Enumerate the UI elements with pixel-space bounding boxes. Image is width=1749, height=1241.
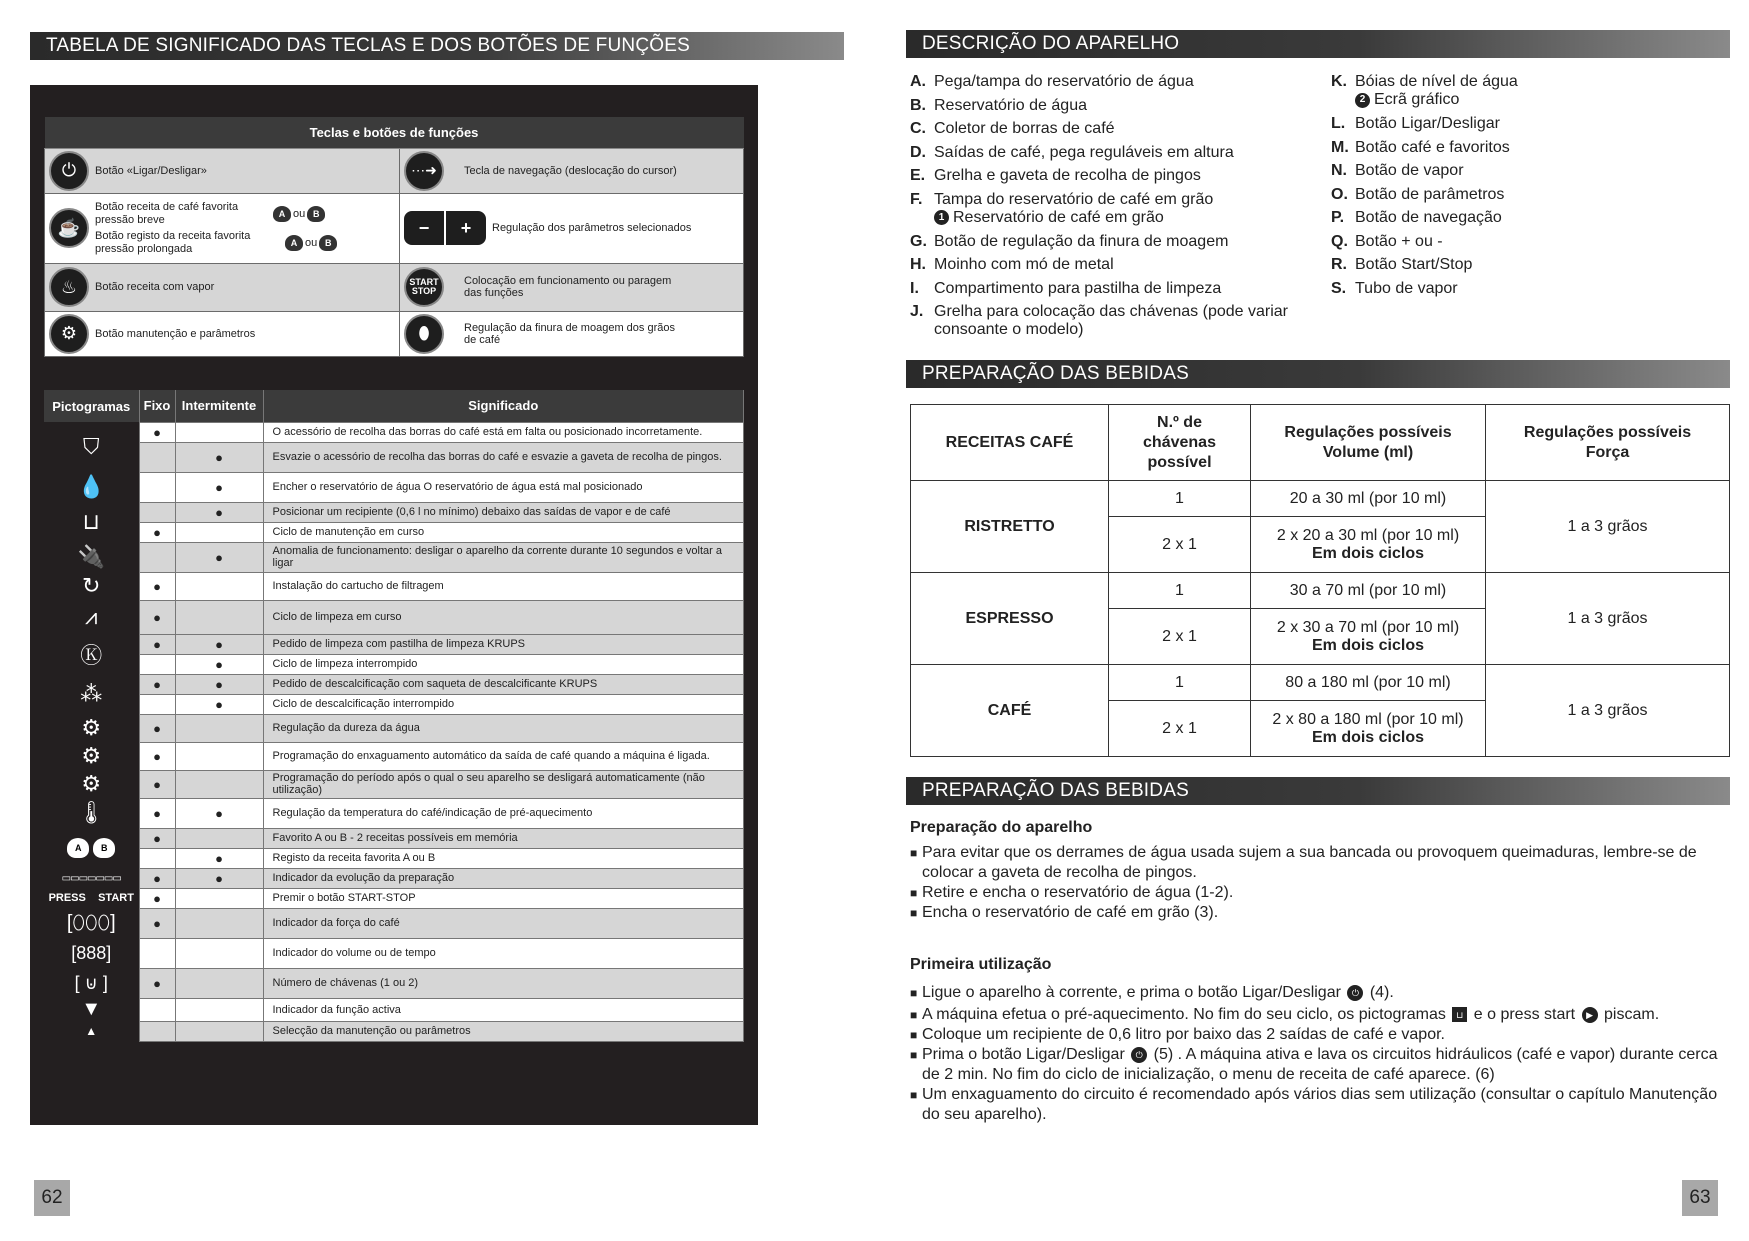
fav-short-label: Botão receita de café favorita pressão breve bbox=[95, 200, 239, 226]
description-list-col2 bbox=[1331, 70, 1721, 300]
steam-icon: ♨ bbox=[49, 267, 89, 307]
col-strength: Regulações possíveis Força bbox=[1486, 405, 1730, 481]
blink-dot: ● bbox=[175, 472, 263, 502]
list-item: O. Botão de parâmetros bbox=[1331, 185, 1505, 203]
table-row: Esvazie o acessório de recolha das borras do café e esvazie a gaveta de recolha de pingos. bbox=[263, 442, 744, 472]
blink-dot: ● bbox=[175, 694, 263, 714]
minus-plus-icon bbox=[404, 211, 486, 245]
grind-key-label: Regulação da finura de moagem dos grãos de café bbox=[464, 321, 675, 346]
volume-cell: 80 a 180 ml (por 10 ml) bbox=[1251, 665, 1486, 701]
fixed-dot: ● bbox=[139, 968, 175, 998]
fav-hearts-2 bbox=[283, 235, 339, 251]
list-subitem: 2 Ecrã gráfico bbox=[1331, 91, 1721, 109]
fixed-dot: ● bbox=[139, 714, 175, 742]
cups-cell: 2 x 1 bbox=[1109, 517, 1251, 573]
list-item: B. Reservatório de água bbox=[910, 96, 1087, 114]
volume-cell: 2 x 30 a 70 ml (por 10 ml) Em dois ciclos bbox=[1251, 609, 1486, 665]
blink-dot: ● bbox=[175, 848, 263, 868]
power-icon: ⏻ bbox=[49, 151, 89, 191]
table-row: Indicador do volume ou de tempo bbox=[263, 938, 744, 968]
list-item: P. Botão de navegação bbox=[1331, 209, 1502, 226]
water-hardness-gear-icon: ⚙ bbox=[44, 714, 139, 742]
col-significado: Significado bbox=[263, 390, 744, 422]
table-row: Pedido de descalcificação com saqueta de descalcificante KRUPS bbox=[263, 674, 744, 694]
strength-cell: 1 a 3 grãos bbox=[1486, 665, 1730, 757]
table-row: Registo da receita favorita A ou B bbox=[263, 848, 744, 868]
cups-cell: 1 bbox=[1109, 665, 1251, 701]
first-use-block bbox=[910, 955, 1730, 1125]
left-page bbox=[0, 0, 874, 1241]
gear-icon: ⚙ bbox=[49, 314, 89, 354]
list-item: L. Botão Ligar/Desligar bbox=[1331, 115, 1500, 132]
cups-cell: 1 bbox=[1109, 481, 1251, 517]
recipe-name: ESPRESSO bbox=[911, 573, 1109, 665]
adjust-key-label: Regulação dos parâmetros selecionados bbox=[492, 222, 692, 234]
number-1-icon: 1 bbox=[934, 210, 949, 225]
fixed-dot: ● bbox=[139, 828, 175, 848]
recipe-name: CAFÉ bbox=[911, 665, 1109, 757]
auto-off-gear-icon: ⚙ bbox=[44, 770, 139, 798]
thermometer-icon: 🌡 bbox=[44, 798, 139, 828]
or-text: ou bbox=[293, 207, 306, 220]
col-cups: N.º de chávenas possível bbox=[1109, 405, 1251, 481]
keys-section-title: TABELA DE SIGNIFICADO DAS TECLAS E DOS BOTÕES DE FUNÇÕES bbox=[30, 32, 844, 60]
strength-indicator-icon: [⬯⬯⬯] bbox=[44, 908, 139, 938]
table-row: Ciclo de limpeza interrompido bbox=[263, 654, 744, 674]
fixed-dot: ● bbox=[139, 770, 175, 798]
maint-key-label: Botão manutenção e parâmetros bbox=[95, 327, 256, 340]
progress-bar-icon: ▭▭▭▭▭▭▭ bbox=[44, 868, 139, 888]
preparation-section-title-1: PREPARAÇÃO DAS BEBIDAS bbox=[906, 360, 1730, 388]
list-item: S. Tubo de vapor bbox=[1331, 279, 1458, 297]
table-row: Ciclo de descalcificação interrompido bbox=[263, 694, 744, 714]
krups-tablet-icon: Ⓚ bbox=[44, 634, 139, 674]
table-row: Encher o reservatório de água O reservatório de água está mal posicionado bbox=[263, 472, 744, 502]
minus-icon: − bbox=[404, 211, 444, 245]
list-item: ■ Ligue o aparelho à corrente, e prima o botão Ligar/Desligar ⏻ (4). bbox=[910, 984, 1394, 1001]
list-item: I. Compartimento para pastilha de limpeza bbox=[910, 279, 1222, 297]
fixed-dot: ● bbox=[139, 634, 175, 654]
preparation-section-title-2: PREPARAÇÃO DAS BEBIDAS bbox=[906, 777, 1730, 805]
fixed-dot: ● bbox=[139, 742, 175, 770]
preparation-heading: Preparação do aparelho bbox=[910, 819, 1093, 836]
table-row: Programação do enxaguamento automático da saída de café quando a máquina é ligada. bbox=[263, 742, 744, 770]
list-item: A. Pega/tampa do reservatório de água bbox=[910, 73, 1194, 90]
description-list-col1 bbox=[910, 70, 1310, 339]
heart-a-icon: A bbox=[273, 206, 291, 222]
list-item: Q. Botão + ou - bbox=[1331, 232, 1443, 250]
blink-dot: ● bbox=[175, 442, 263, 472]
table-row: Instalação do cartucho de filtragem bbox=[263, 572, 744, 600]
list-item: D. Saídas de café, pega reguláveis em altura bbox=[910, 143, 1234, 161]
cups-cell: 2 x 1 bbox=[1109, 609, 1251, 665]
fav-hearts-1 bbox=[271, 206, 327, 222]
blink-dot: ● bbox=[175, 654, 263, 674]
rinse-gear-icon: ⚙ bbox=[44, 742, 139, 770]
refresh-icon: ↻ bbox=[44, 572, 139, 600]
list-subitem: 1 Reservatório de café em grão bbox=[910, 209, 1310, 227]
table-row: Indicador da função activa bbox=[263, 998, 744, 1021]
container-pictogram-icon: ⊔ bbox=[1452, 1007, 1467, 1022]
page-number-right: 63 bbox=[1682, 1180, 1718, 1216]
table-row: Ciclo de limpeza em curso bbox=[263, 600, 744, 634]
blink-dot: ● bbox=[175, 502, 263, 522]
list-item: ■ Retire e encha o reservatório de água (1-2). bbox=[910, 884, 1234, 901]
cleaning-icon: ⩘ bbox=[44, 600, 139, 634]
volume-indicator-icon: [888] bbox=[44, 938, 139, 968]
strength-cell: 1 a 3 grãos bbox=[1486, 481, 1730, 573]
fixed-dot: ● bbox=[139, 888, 175, 908]
table-row: Indicador da evolução da preparação bbox=[263, 868, 744, 888]
hearts-ab-icon: A B bbox=[44, 828, 139, 868]
volume-cell: 30 a 70 ml (por 10 ml) bbox=[1251, 573, 1486, 609]
list-item: ■ Um enxaguamento do circuito é recomendado após vários dias sem utilização (consultar o capítulo Manutenção do seu aparelho). bbox=[910, 1086, 1718, 1123]
table-row: Programação do período após o qual o seu aparelho se desligará automaticamente (não utilização) bbox=[263, 770, 744, 798]
pictogram-table bbox=[44, 390, 744, 1042]
coffee-cup-icon: ☕ bbox=[49, 208, 89, 248]
list-item: C. Coletor de borras de café bbox=[910, 120, 1115, 137]
col-pictogramas: Pictogramas bbox=[44, 390, 139, 422]
power-key-label: Botão «Ligar/Desligar» bbox=[95, 164, 207, 177]
list-item: M. Botão café e favoritos bbox=[1331, 138, 1510, 156]
fav-long-label: Botão registo da receita favorita pressão prolongada bbox=[95, 229, 251, 255]
triangle-down-icon: ▼ bbox=[44, 998, 139, 1021]
blink-dot: ● bbox=[175, 674, 263, 694]
table-row: Regulação da dureza da água bbox=[263, 714, 744, 742]
grounds-container-icon: ⛉ bbox=[44, 422, 139, 472]
blink-dot: ● bbox=[175, 868, 263, 888]
volume-cell: 2 x 20 a 30 ml (por 10 ml) Em dois ciclos bbox=[1251, 517, 1486, 573]
descaling-icon: ⁂ bbox=[44, 674, 139, 714]
list-item: G. Botão de regulação da finura de moagem bbox=[910, 232, 1229, 250]
blink-dot: ● bbox=[175, 798, 263, 828]
page-number-left: 62 bbox=[34, 1180, 70, 1216]
list-item: ■ Encha o reservatório de café em grão (3). bbox=[910, 904, 1219, 921]
list-item: E. Grelha e gaveta de recolha de pingos bbox=[910, 167, 1201, 184]
col-intermitente: Intermitente bbox=[175, 390, 263, 422]
list-item: R. Botão Start/Stop bbox=[1331, 256, 1473, 273]
volume-cell: 2 x 80 a 180 ml (por 10 ml) Em dois ciclos bbox=[1251, 701, 1486, 757]
blink-dot: ● bbox=[175, 542, 263, 572]
fixed-dot: ● bbox=[139, 868, 175, 888]
col-fixo: Fixo bbox=[139, 390, 175, 422]
list-item: ■ Para evitar que os derrames de água usada sujem a sua bancada ou provoquem queimaduras, lembre-se de colocar a gaveta de recolha de pingos. bbox=[910, 844, 1697, 881]
first-use-heading: Primeira utilização bbox=[910, 956, 1052, 973]
list-item: ■ Coloque um recipiente de 0,6 litro por baixo das 2 saídas de café e vapor. bbox=[910, 1026, 1445, 1043]
press-start-icon: PRESS START bbox=[44, 888, 139, 908]
list-item: ■ Prima o botão Ligar/Desligar ⏻ (5) . A máquina ativa e lava os circuitos hidráulicos (café e vapor) durante cerca de 2 min. No fim do ciclo de inicialização, o menu de receita de café aparece. (6) bbox=[910, 1046, 1718, 1083]
power-icon: ⏻ bbox=[1131, 1047, 1147, 1063]
coffee-bean-icon: ⬮ bbox=[404, 314, 444, 354]
fixed-dot: ● bbox=[139, 674, 175, 694]
fixed-dot: ● bbox=[139, 908, 175, 938]
list-item: F. Tampa do reservatório de café em grão bbox=[910, 190, 1214, 208]
startstop-key-label: Colocação em funcionamento ou paragem das funções bbox=[464, 275, 672, 299]
plug-icon: 🔌 bbox=[44, 542, 139, 572]
nav-key-label: Tecla de navegação (deslocação do cursor) bbox=[464, 164, 677, 177]
preparation-block bbox=[910, 818, 1730, 923]
container-icon: ⊔ bbox=[44, 502, 139, 542]
recipes-table bbox=[910, 404, 1730, 757]
table-row: Posicionar um recipiente (0,6 l no mínimo) debaixo das saídas de vapor e de café bbox=[263, 502, 744, 522]
table-row: Premir o botão START-STOP bbox=[263, 888, 744, 908]
keys-table bbox=[44, 117, 744, 357]
table-row: O acessório de recolha das borras do café está em falta ou posicionado incorretamente. bbox=[263, 422, 744, 442]
table-row: Favorito A ou B - 2 receitas possíveis em memória bbox=[263, 828, 744, 848]
number-2-icon: 2 bbox=[1355, 93, 1370, 108]
table-row: Selecção da manutenção ou parâmetros bbox=[263, 1021, 744, 1041]
start-stop-icon: START STOP bbox=[404, 267, 444, 307]
cups-cell: 1 bbox=[1109, 573, 1251, 609]
triangle-up-icon: ▲ bbox=[44, 1021, 139, 1041]
cups-cell: 2 x 1 bbox=[1109, 701, 1251, 757]
fixed-dot: ● bbox=[139, 572, 175, 600]
or-text: ou bbox=[305, 236, 318, 249]
list-item: ■ A máquina efetua o pré-aquecimento. No fim do seu ciclo, os pictogramas ⊔ e o press start ▶ piscam. bbox=[910, 1006, 1660, 1023]
col-recipe: RECEITAS CAFÉ bbox=[911, 405, 1109, 481]
col-volume: Regulações possíveis Volume (ml) bbox=[1251, 405, 1486, 481]
power-icon: ⏻ bbox=[1347, 985, 1363, 1001]
table-row: Número de chávenas (1 ou 2) bbox=[263, 968, 744, 998]
list-item: K. Bóias de nível de água bbox=[1331, 73, 1518, 90]
table-row: Anomalia de funcionamento: desligar o aparelho da corrente durante 10 segundos e voltar a ligar bbox=[263, 542, 744, 572]
blink-dot: ● bbox=[175, 634, 263, 654]
heart-a-icon: A bbox=[285, 235, 303, 251]
table-row: Ciclo de manutenção em curso bbox=[263, 522, 744, 542]
plus-icon: + bbox=[446, 211, 486, 245]
recipe-name: RISTRETTO bbox=[911, 481, 1109, 573]
description-section-title: DESCRIÇÃO DO APARELHO bbox=[906, 30, 1730, 58]
keys-table-header: Teclas e botões de funções bbox=[45, 117, 744, 148]
heart-b-icon: B bbox=[307, 206, 325, 222]
fixed-dot: ● bbox=[139, 422, 175, 442]
heart-b-icon: B bbox=[319, 235, 337, 251]
volume-cell: 20 a 30 ml (por 10 ml) bbox=[1251, 481, 1486, 517]
steam-key-label: Botão receita com vapor bbox=[95, 281, 215, 293]
start-stop-icon: ▶ bbox=[1582, 1007, 1598, 1023]
list-item: H. Moinho com mó de metal bbox=[910, 256, 1114, 273]
water-tank-icon: 💧 bbox=[44, 472, 139, 502]
table-row: Indicador da força do café bbox=[263, 908, 744, 938]
keys-panel bbox=[30, 85, 758, 1125]
table-row: Regulação da temperatura do café/indicação de pré-aquecimento bbox=[263, 798, 744, 828]
table-row: Pedido de limpeza com pastilha de limpeza KRUPS bbox=[263, 634, 744, 654]
list-item: N. Botão de vapor bbox=[1331, 162, 1464, 179]
navigation-arrow-icon: ⋯➜ bbox=[404, 151, 444, 191]
strength-cell: 1 a 3 grãos bbox=[1486, 573, 1730, 665]
list-item: J. Grelha para colocação das chávenas (pode variar consoante o modelo) bbox=[910, 303, 1288, 338]
fixed-dot: ● bbox=[139, 600, 175, 634]
cup-count-icon: [ ⊍ ] bbox=[44, 968, 139, 998]
right-page bbox=[874, 0, 1749, 1241]
fixed-dot: ● bbox=[139, 522, 175, 542]
fixed-dot: ● bbox=[139, 798, 175, 828]
